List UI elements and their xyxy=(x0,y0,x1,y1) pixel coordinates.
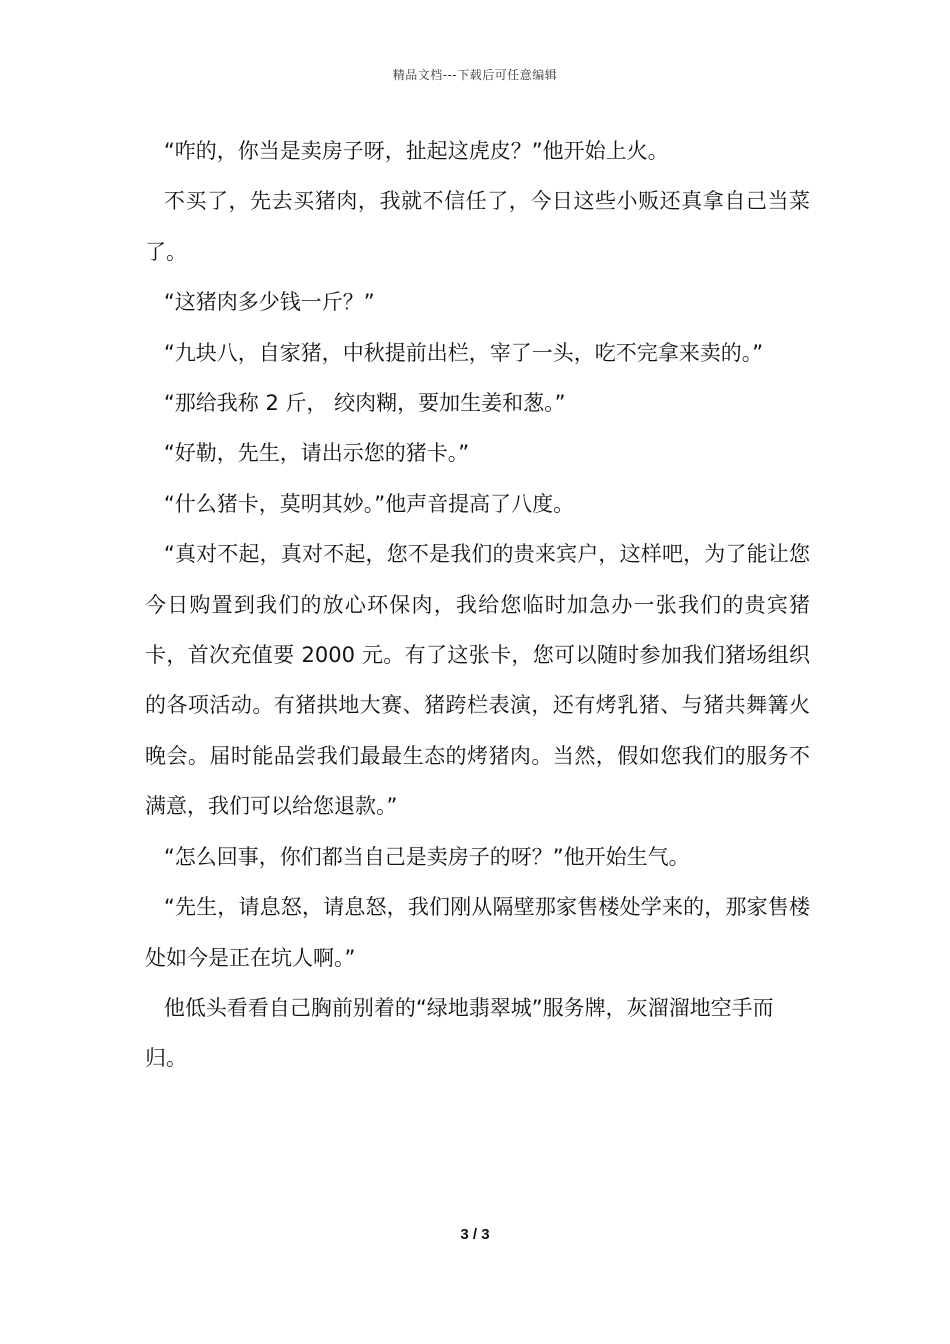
paragraph: “九块八，自家猪，中秋提前出栏，宰了一头，吃不完拿来卖的。” xyxy=(163,340,764,365)
paragraph: “那给我称 2 斤， 绞肉糊，要加生姜和葱。” xyxy=(163,391,566,416)
page-header: 精品文档---下载后可任意编辑 xyxy=(392,68,558,82)
paragraph: “咋的，你当是卖房子呀，扯起这虎皮？”他开始上火。 xyxy=(163,139,669,163)
paragraph: “好勒，先生，请出示您的猪卡。” xyxy=(163,441,470,466)
page-number: 3 / 3 xyxy=(460,1226,490,1243)
paragraph: “什么猪卡，莫明其妙。”他声音提高了八度。 xyxy=(163,491,575,516)
paragraph: “怎么回事，你们都当自己是卖房子的呀？”他开始生气。 xyxy=(163,844,690,869)
paragraph: 他低头看看自己胸前别着的“绿地翡翠城”服务牌，灰溜溜地空手而归。 xyxy=(145,995,774,1071)
paragraph: 不买了，先去买猪肉，我就不信任了，今日这些小贩还真拿自己当菜了。 xyxy=(145,189,810,264)
document-body xyxy=(145,126,810,1084)
paragraph: “先生，请息怒，请息怒，我们刚从隔壁那家售楼处学来的，那家售楼处如今是正在坑人啊。” xyxy=(145,895,810,970)
paragraph: “真对不起，真对不起，您不是我们的贵来宾户，这样吧，为了能让您今日购置到我们的放心环保肉，我给您临时加急办一张我们的贵宾猪卡，首次充值要 2000 元。有了这张卡，您可以随时参加我们猪场组织的各项活动。有猪拱地大赛、猪跨栏表演，还有烤乳猪、与猪共舞篝火晚会。届时能品尝我们最最生态的烤猪肉。当然，假如您我们的服务不满意，我们可以给您退款。” xyxy=(145,542,810,819)
paragraph: “这猪肉多少钱一斤？” xyxy=(163,290,375,315)
